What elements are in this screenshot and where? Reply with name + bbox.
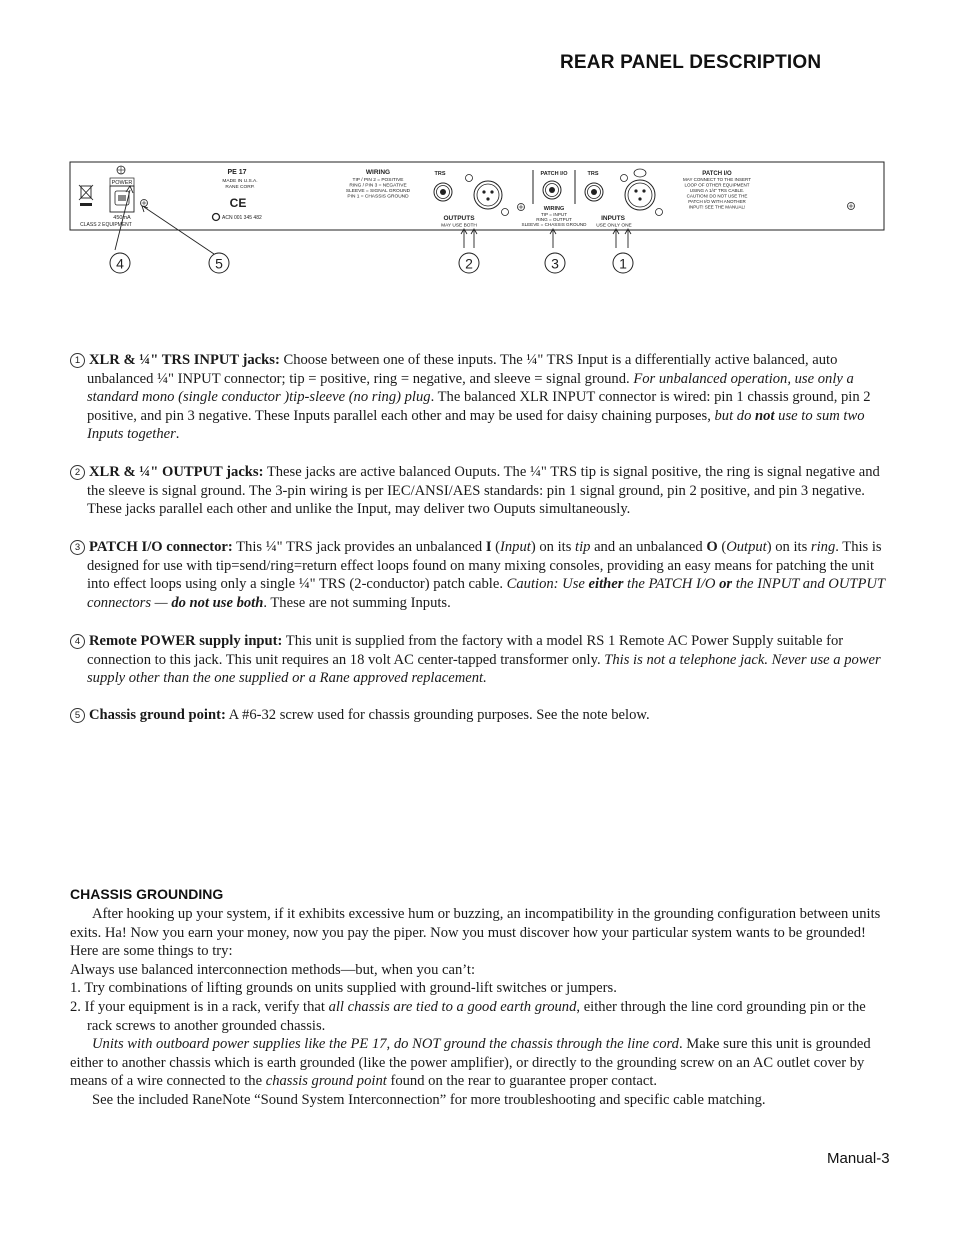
- item-4-label: Remote POWER supply input:: [89, 633, 283, 649]
- callout-2: [459, 253, 479, 273]
- patch-note-line-2: LOOP OF OTHER EQUIPMENT: [684, 182, 750, 188]
- made-in: MADE IN U.S.A.: [222, 179, 258, 184]
- patch-wiring-title: WIRING: [543, 206, 565, 212]
- acn-number: ACN 001 345 482: [222, 215, 262, 221]
- item-1-label: XLR & ¼" TRS INPUT jacks:: [89, 352, 280, 368]
- callout-5: [209, 253, 229, 273]
- maker: RANE CORP.: [225, 185, 255, 190]
- rear-panel-diagram: [0, 150, 954, 290]
- wiring-line-1: TIP / PIN 2 = POSITIVE: [352, 178, 404, 183]
- item-5-label: Chassis ground point:: [89, 707, 226, 723]
- model-name: PE 17: [227, 169, 247, 176]
- item-3-number: 3: [70, 540, 85, 555]
- item-2-label: XLR & ¼" OUTPUT jacks:: [89, 464, 264, 480]
- power-label: POWER: [111, 180, 133, 186]
- input-trs-jack: [585, 183, 603, 201]
- outputs-label: OUTPUTS: [443, 215, 475, 222]
- svg-text:3: 3: [551, 255, 559, 272]
- patch-note-line-4: CAUTION! DO NOT USE THE: [686, 193, 748, 199]
- page-number: Manual-3: [827, 1150, 890, 1167]
- svg-text:4: 4: [116, 255, 124, 272]
- item-2-description: 2 XLR & ¼" OUTPUT jacks: These jacks are active balanced Ouputs. The ¼" TRS tip is signal positive, the ring is signal negative and the sleeve is signal ground. The 3-pin wiring is per IEC/ANSI/AES standards: pin 1 signal ground, pin 2 positive, and pin 3 negative. These jacks parallel each other and unlike the Input, may deliver two Ouputs simultaneously.: [70, 463, 885, 519]
- grounding-list-item-2: 2. If your equipment is in a rack, verify that all chassis are tied to a good earth ground, either through the line cord grounding pin or the rack screws to another grounded chassis.: [70, 998, 866, 1034]
- trs-label-inputs: TRS: [587, 171, 599, 177]
- svg-text:5: 5: [215, 255, 223, 272]
- item-2-number: 2: [70, 465, 85, 480]
- patch-note-line-6: INPUT! SEE THE MANUAL!: [688, 204, 746, 210]
- wiring-line-2: RING / PIN 3 = NEGATIVE: [349, 183, 407, 189]
- grounding-paragraph-3: Units with outboard power supplies like the PE 17, do NOT ground the chassis through the line cord. Make sure this unit is grounded either to another chassis which is earth grounded (like the power amplifier), or directly to the grounding screw on an AC outlet cover by means of a wire connected to the chassis ground point found on the rear to guarantee proper contact.: [70, 1036, 871, 1090]
- grounding-paragraph-4: See the included RaneNote “Sound System Interconnection” for more troubleshooting and specific cable matching.: [92, 1091, 766, 1108]
- svg-text:1: 1: [619, 255, 627, 272]
- patch-note-line-3: USING A 1/4" TRS CABLE.: [689, 188, 745, 193]
- callout-3: [545, 253, 565, 273]
- chassis-grounding-text: [70, 905, 885, 1110]
- item-4-description: 4 Remote POWER supply input: This unit is supplied from the factory with a model RS 1 Remote AC Power Supply suitable for connection to this jack. This unit requires an 18 volt AC center-tapped transformer only. This is not a telephone jack. Never use a power supply other than the one supplied or a Rane approved replacement.: [70, 632, 885, 688]
- callout-1: [613, 253, 633, 273]
- item-5-description: 5 Chassis ground point: A #6-32 screw used for chassis grounding purposes. See the note below.: [70, 706, 885, 725]
- patch-io-jack: [543, 181, 561, 199]
- patch-wiring-line-1: TIP = INPUT: [540, 212, 568, 217]
- item-5-number: 5: [70, 708, 85, 723]
- item-1-description: 1 XLR & ¼" TRS INPUT jacks: Choose between one of these inputs. The ¼" TRS Input is a differentially active balanced, auto unbalanced ¼" INPUT connector; tip = positive, ring = negative, and sleeve = signal ground. For unbalanced operation, use only a standard mono (single conductor )tip-sleeve (no ring) plug. The balanced XLR INPUT connector is wired: pin 1 chassis ground, pin 2 positive, and pin 3 negative. These Inputs parallel each other and may be used for daisy chaining purposes, but do not use to sum two Inputs together.: [70, 351, 885, 444]
- section-heading-chassis-grounding: CHASSIS GROUNDING: [70, 886, 224, 902]
- item-1-number: 1: [70, 353, 85, 368]
- wiring-line-4: PIN 1 = CHASSIS GROUND: [347, 194, 409, 200]
- patch-note-line-1: MAY CONNECT TO THE INSERT: [683, 177, 751, 182]
- class2-label: CLASS 2 EQUIPMENT: [80, 222, 132, 228]
- inputs-sub: USE ONLY ONE: [596, 223, 632, 229]
- item-3-label: PATCH I/O connector:: [89, 539, 233, 555]
- patch-note-line-5: PATCH I/O WITH ANOTHER: [688, 199, 746, 204]
- patch-wiring-line-2: RING = OUTPUT: [536, 217, 572, 222]
- grounding-paragraph-2: Always use balanced interconnection methods—but, when you can’t:: [70, 961, 476, 978]
- item-3-description: 3 PATCH I/O connector: This ¼" TRS jack provides an unbalanced I (Input) on its tip and an unbalanced O (Output) on its ring. This is designed for use with tip=send/ring=return effect loops found on many mixing consoles, providing an easy means for patching the unit into effect loops using only a single ¼" TRS (2-conductor) patch cable. Caution: Use either the PATCH I/O or the INPUT and OUTPUT connectors — do not use both. These are not summing Inputs.: [70, 538, 885, 612]
- svg-text:2: 2: [465, 255, 473, 272]
- callout-4: [110, 253, 130, 273]
- grounding-list-item-1: 1. Try combinations of lifting grounds on units supplied with ground-lift switches or jumpers.: [70, 980, 617, 997]
- grounding-paragraph-1: After hooking up your system, if it exhibits excessive hum or buzzing, an incompatibility in the grounding configuration between units exits. Ha! Now you earn your money, now you pay the piper. Now you must discover how your particular system wants to be grounded! Here are some things to try:: [70, 906, 881, 960]
- patch-wiring-line-3: SLEEVE = CHASSIS GROUND: [521, 222, 587, 227]
- item-4-number: 4: [70, 634, 85, 649]
- screw-mid: [518, 204, 525, 211]
- inputs-label: INPUTS: [601, 215, 625, 222]
- page-title: REAR PANEL DESCRIPTION: [560, 52, 822, 73]
- wiring-line-3: SLEEVE = SIGNAL GROUND: [345, 189, 411, 194]
- outputs-sub: MAY USE BOTH: [441, 223, 477, 229]
- trs-label-outputs: TRS: [434, 171, 446, 177]
- output-trs-jack: [434, 183, 452, 201]
- patch-io-label: PATCH I/O: [540, 171, 568, 177]
- wiring-title: WIRING: [365, 169, 391, 176]
- power-rating: 450mA: [113, 215, 131, 221]
- screw-right: [848, 203, 855, 210]
- patch-note-title: PATCH I/O: [702, 171, 732, 177]
- ce-mark: CE: [229, 196, 247, 210]
